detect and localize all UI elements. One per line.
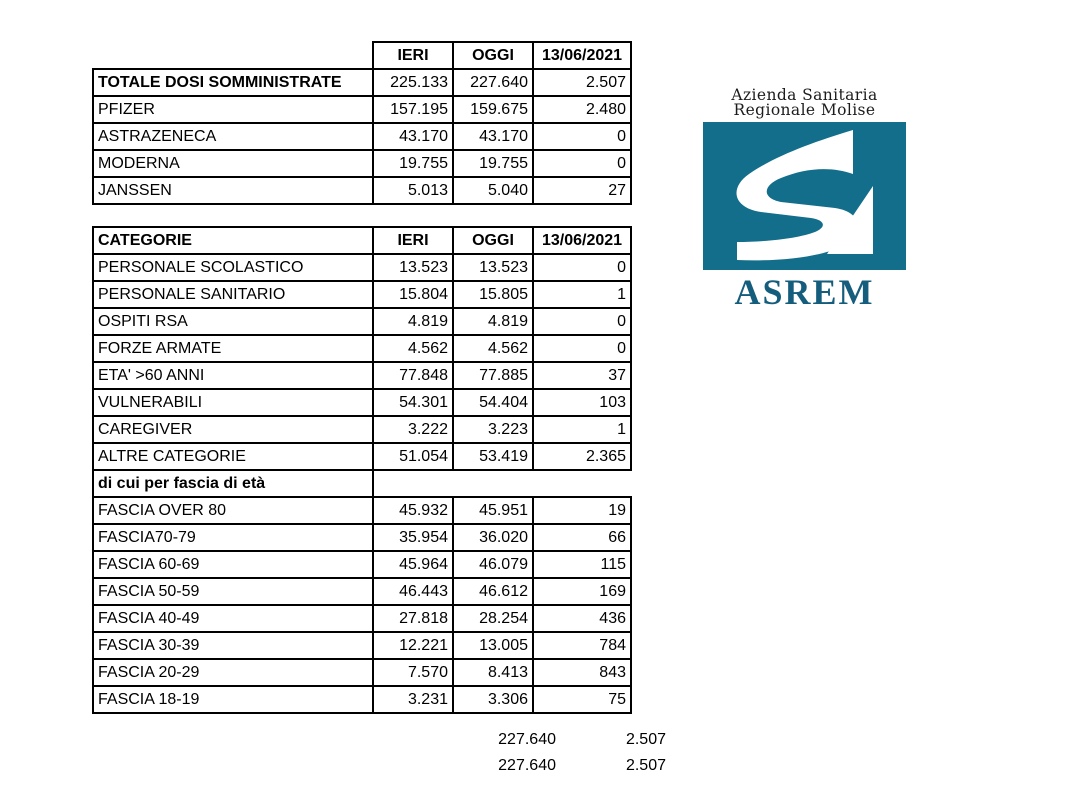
cell-delta: 115 <box>533 551 631 578</box>
table-row <box>93 551 631 578</box>
cell-ieri: 13.523 <box>373 254 453 281</box>
cell-ieri: 46.443 <box>373 578 453 605</box>
cell-ieri: 3.231 <box>373 686 453 713</box>
cell-delta: 103 <box>533 389 631 416</box>
table-row <box>93 123 631 150</box>
table-row <box>93 416 631 443</box>
cell-ieri: 19.755 <box>373 150 453 177</box>
cell-oggi: 3.306 <box>453 686 533 713</box>
row-label: FASCIA 60-69 <box>93 551 373 578</box>
blank-cell <box>373 470 453 497</box>
header-categorie: CATEGORIE <box>93 227 373 254</box>
cell-oggi: 46.612 <box>453 578 533 605</box>
row-label: MODERNA <box>93 150 373 177</box>
table-row <box>93 96 631 123</box>
logo-line-2: Regionale Molise <box>733 101 876 119</box>
table-row <box>93 150 631 177</box>
cell-oggi: 53.419 <box>453 443 533 470</box>
header-ieri: IERI <box>373 42 453 69</box>
cell-ieri: 12.221 <box>373 632 453 659</box>
row-label: ETA' >60 ANNI <box>93 362 373 389</box>
cell-ieri: 7.570 <box>373 659 453 686</box>
cell-ieri: 51.054 <box>373 443 453 470</box>
header-blank <box>93 42 373 69</box>
table-row <box>93 659 631 686</box>
header-date: 13/06/2021 <box>533 42 631 69</box>
cell-oggi: 77.885 <box>453 362 533 389</box>
asrem-logo <box>703 88 906 312</box>
cell-oggi: 4.562 <box>453 335 533 362</box>
category-table <box>92 226 632 714</box>
header-date: 13/06/2021 <box>533 227 631 254</box>
table-row <box>93 308 631 335</box>
cell-ieri: 77.848 <box>373 362 453 389</box>
table-row <box>93 362 631 389</box>
cell-oggi: 43.170 <box>453 123 533 150</box>
blank-cell <box>453 470 533 497</box>
row-label: FASCIA 50-59 <box>93 578 373 605</box>
check-total-delta: 2.507 <box>625 757 666 774</box>
cell-delta: 75 <box>533 686 631 713</box>
cell-ieri: 35.954 <box>373 524 453 551</box>
cell-oggi: 15.805 <box>453 281 533 308</box>
summary-table <box>92 41 632 205</box>
row-label: TOTALE DOSI SOMMINISTRATE <box>93 69 373 96</box>
cell-ieri: 4.819 <box>373 308 453 335</box>
row-label: FASCIA 18-19 <box>93 686 373 713</box>
table-row <box>93 578 631 605</box>
cell-oggi: 227.640 <box>453 69 533 96</box>
row-label: VULNERABILI <box>93 389 373 416</box>
cell-oggi: 5.040 <box>453 177 533 204</box>
table-row <box>93 254 631 281</box>
cell-delta: 19 <box>533 497 631 524</box>
cell-ieri: 15.804 <box>373 281 453 308</box>
row-label: FASCIA70-79 <box>93 524 373 551</box>
check-total-delta: 2.507 <box>625 731 666 748</box>
row-label: FASCIA OVER 80 <box>93 497 373 524</box>
cell-delta: 2.507 <box>533 69 631 96</box>
cell-delta: 436 <box>533 605 631 632</box>
cell-delta: 1 <box>533 416 631 443</box>
cell-ieri: 54.301 <box>373 389 453 416</box>
cell-oggi: 13.523 <box>453 254 533 281</box>
cell-oggi: 19.755 <box>453 150 533 177</box>
row-label: ALTRE CATEGORIE <box>93 443 373 470</box>
cell-delta: 27 <box>533 177 631 204</box>
cell-delta: 0 <box>533 335 631 362</box>
row-label: JANSSEN <box>93 177 373 204</box>
blank-cell <box>533 470 631 497</box>
table-row <box>93 686 631 713</box>
age-section-label: di cui per fascia di età <box>93 470 373 497</box>
cell-delta: 0 <box>533 123 631 150</box>
table-row <box>93 497 631 524</box>
row-label: OSPITI RSA <box>93 308 373 335</box>
logo-s-icon <box>703 122 906 270</box>
cell-oggi: 4.819 <box>453 308 533 335</box>
cell-oggi: 36.020 <box>453 524 533 551</box>
cell-ieri: 27.818 <box>373 605 453 632</box>
cell-delta: 0 <box>533 254 631 281</box>
header-oggi: OGGI <box>453 42 533 69</box>
cell-ieri: 43.170 <box>373 123 453 150</box>
cell-oggi: 28.254 <box>453 605 533 632</box>
cell-ieri: 45.932 <box>373 497 453 524</box>
cell-oggi: 8.413 <box>453 659 533 686</box>
table-row <box>93 605 631 632</box>
table-row <box>93 69 631 96</box>
header-oggi: OGGI <box>453 227 533 254</box>
row-label: PERSONALE SCOLASTICO <box>93 254 373 281</box>
cell-ieri: 3.222 <box>373 416 453 443</box>
table-row <box>93 443 631 470</box>
cell-oggi: 54.404 <box>453 389 533 416</box>
table-row <box>93 335 631 362</box>
cell-ieri: 4.562 <box>373 335 453 362</box>
cell-delta: 0 <box>533 150 631 177</box>
summary-header-row <box>93 42 631 69</box>
table-row <box>93 281 631 308</box>
age-section-row <box>93 470 631 497</box>
cell-oggi: 3.223 <box>453 416 533 443</box>
cell-delta: 66 <box>533 524 631 551</box>
table-row <box>93 524 631 551</box>
cell-delta: 169 <box>533 578 631 605</box>
row-label: FORZE ARMATE <box>93 335 373 362</box>
cell-ieri: 225.133 <box>373 69 453 96</box>
table-row <box>93 389 631 416</box>
check-total-oggi: 227.640 <box>498 731 556 748</box>
cell-delta: 1 <box>533 281 631 308</box>
row-label: CAREGIVER <box>93 416 373 443</box>
category-header-row <box>93 227 631 254</box>
row-label: PERSONALE SANITARIO <box>93 281 373 308</box>
cell-delta: 784 <box>533 632 631 659</box>
logo-wordmark: ASREM <box>734 272 875 312</box>
cell-delta: 37 <box>533 362 631 389</box>
cell-oggi: 13.005 <box>453 632 533 659</box>
cell-oggi: 45.951 <box>453 497 533 524</box>
cell-ieri: 45.964 <box>373 551 453 578</box>
row-label: PFIZER <box>93 96 373 123</box>
cell-delta: 2.365 <box>533 443 631 470</box>
cell-delta: 0 <box>533 308 631 335</box>
row-label: ASTRAZENECA <box>93 123 373 150</box>
cell-oggi: 46.079 <box>453 551 533 578</box>
cell-oggi: 159.675 <box>453 96 533 123</box>
table-row <box>93 177 631 204</box>
cell-ieri: 157.195 <box>373 96 453 123</box>
table-row <box>93 632 631 659</box>
row-label: FASCIA 20-29 <box>93 659 373 686</box>
logo-line-1: Azienda Sanitaria <box>731 86 878 104</box>
cell-delta: 843 <box>533 659 631 686</box>
row-label: FASCIA 40-49 <box>93 605 373 632</box>
check-total-oggi: 227.640 <box>498 757 556 774</box>
cell-delta: 2.480 <box>533 96 631 123</box>
logo-emblem <box>703 122 906 270</box>
row-label: FASCIA 30-39 <box>93 632 373 659</box>
cell-ieri: 5.013 <box>373 177 453 204</box>
header-ieri: IERI <box>373 227 453 254</box>
